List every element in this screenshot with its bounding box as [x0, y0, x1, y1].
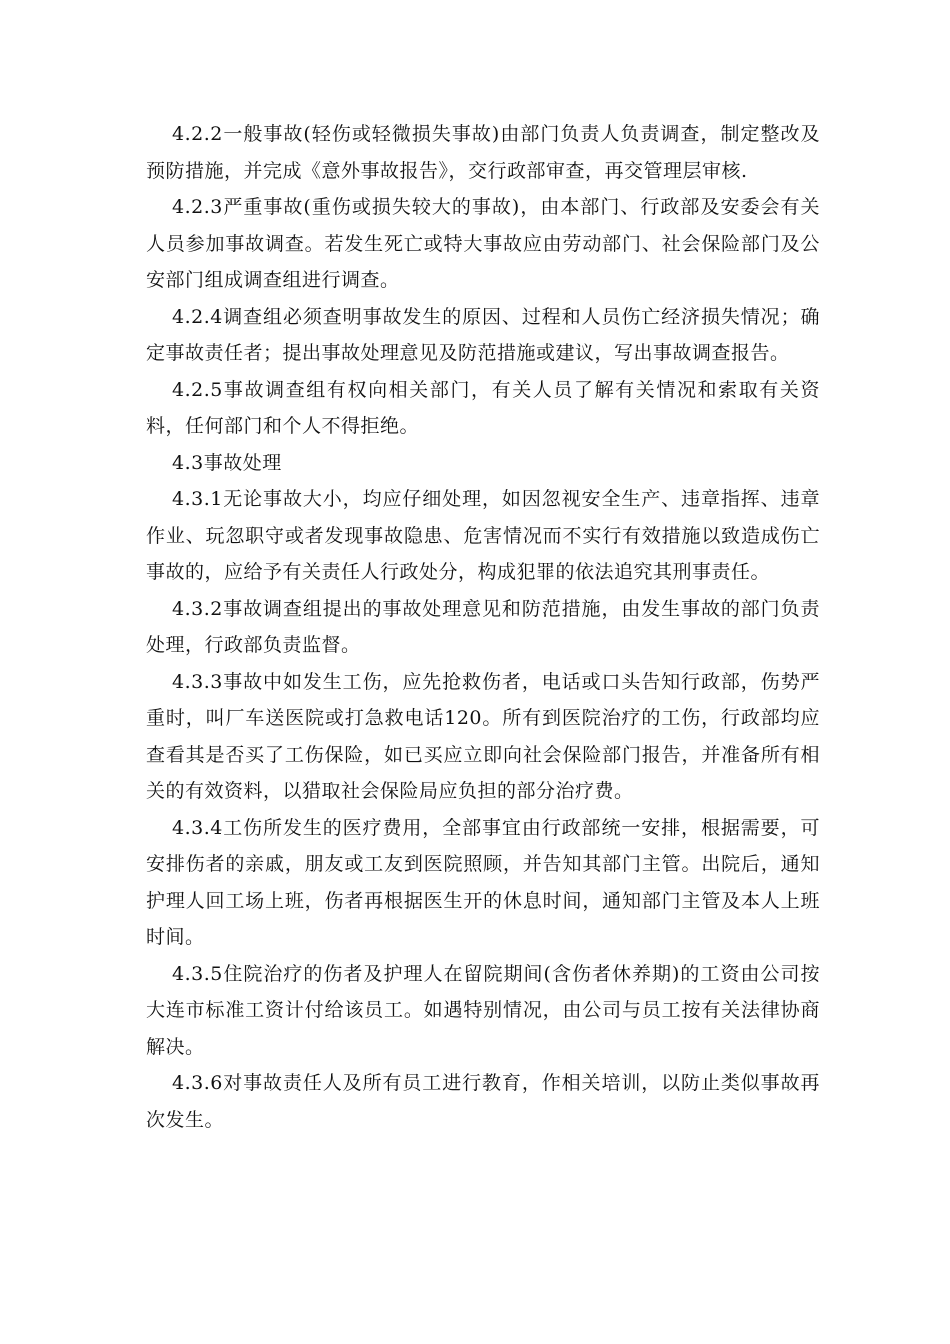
paragraph-4-3-3: 4.3.3事故中如发生工伤，应先抢救伤者，电话或口头告知行政部，伤势严重时，叫厂车送医院或打急救电话120。所有到医院治疗的工伤，行政部均应查看其是否买了工伤保险，如已买应立即向社会保险部门报告，并准备所有相关的有效资料，以猎取社会保险局应负担的部分治疗费。 [146, 670, 820, 802]
paragraph-4-2-3: 4.2.3严重事故(重伤或损失较大的事故)，由本部门、行政部及安委会有关人员参加事故调查。若发生死亡或特大事故应由劳动部门、社会保险部门及公安部门组成调查组进行调查。 [146, 196, 820, 291]
paragraph-4-3-1: 4.3.1无论事故大小，均应仔细处理，如因忽视安全生产、违章指挥、违章作业、玩忽职守或者发现事故隐患、危害情况而不实行有效措施以致造成伤亡事故的，应给予有关责任人行政处分，构成犯罪的依法追究其刑事责任。 [146, 488, 820, 583]
paragraph-4-3-2: 4.3.2事故调查组提出的事故处理意见和防范措施，由发生事故的部门负责处理，行政部负责监督。 [146, 597, 820, 656]
paragraph-4-2-5: 4.2.5事故调查组有权向相关部门，有关人员了解有关情况和索取有关资料，任何部门和个人不得拒绝。 [146, 378, 820, 437]
paragraph-4-3-6: 4.3.6对事故责任人及所有员工进行教育，作相关培训，以防止类似事故再次发生。 [146, 1072, 820, 1131]
paragraph-4-3-5: 4.3.5住院治疗的伤者及护理人在留院期间(含伤者休养期)的工资由公司按大连市标准工资计付给该员工。如遇特别情况，由公司与员工按有关法律协商解决。 [146, 962, 820, 1058]
section-heading-4-3: 4.3事故处理 [172, 451, 282, 474]
paragraph-4-2-2: 4.2.2一般事故(轻伤或轻微损失事故)由部门负责人负责调查，制定整改及预防措施，并完成《意外事故报告》，交行政部审查，再交管理层审核. [146, 123, 820, 182]
paragraph-4-3-4: 4.3.4工伤所发生的医疗费用，全部事宜由行政部统一安排，根据需要，可安排伤者的亲戚，朋友或工友到医院照顾，并告知其部门主管。出院后，通知护理人回工场上班，伤者再根据医生开的休息时间，通知部门主管及本人上班时间。 [146, 816, 820, 948]
paragraph-4-2-4: 4.2.4调查组必须查明事故发生的原因、过程和人员伤亡经济损失情况；确定事故责任者；提出事故处理意见及防范措施或建议，写出事故调查报告。 [146, 305, 820, 364]
